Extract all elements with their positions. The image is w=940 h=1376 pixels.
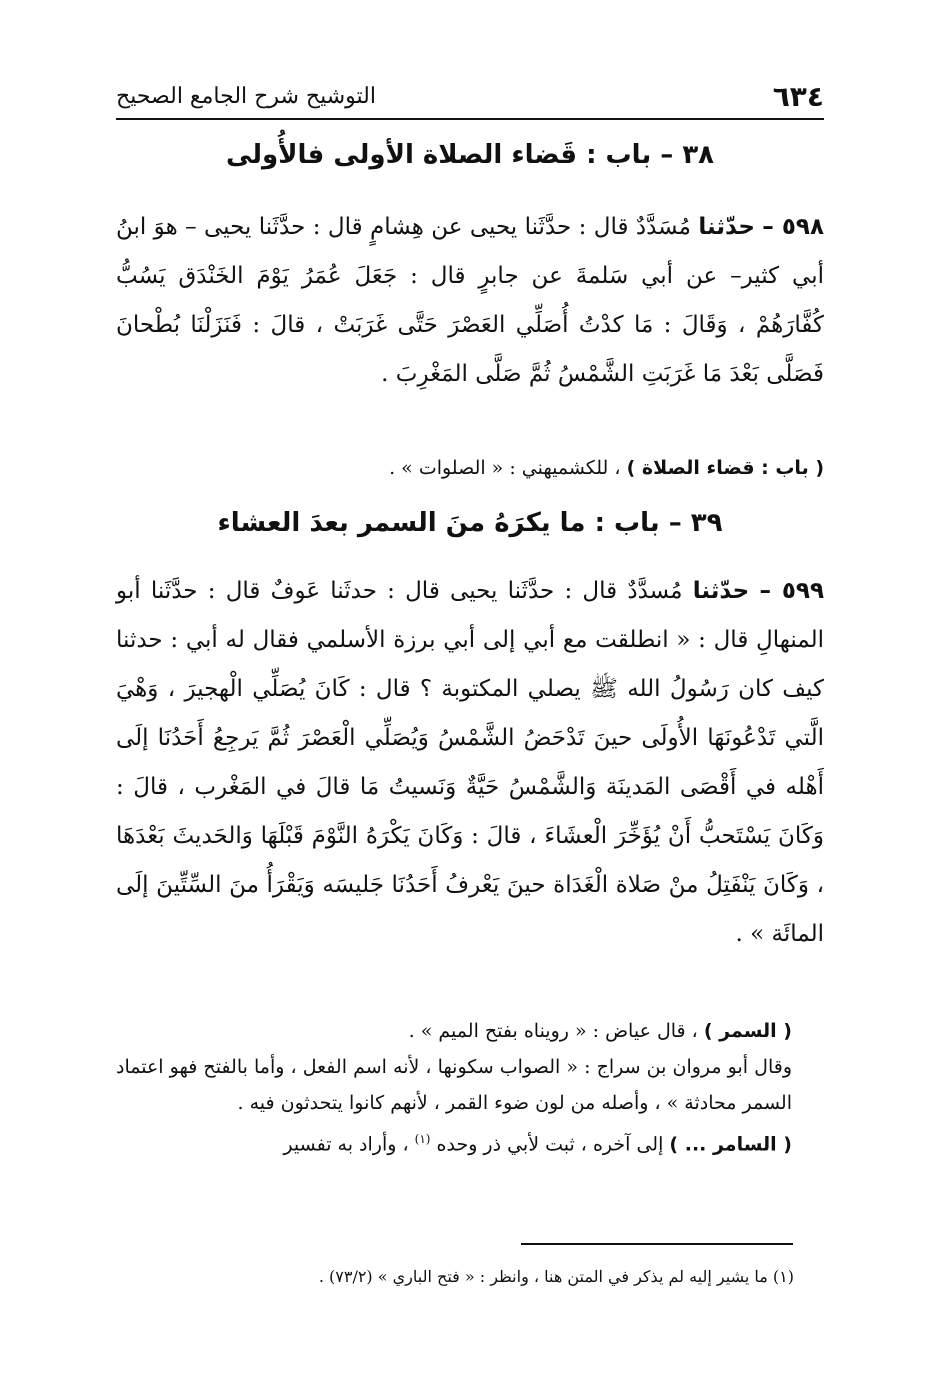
hadith-text: مُسدَّدٌ قال : حدَّثَنا يحيى قال : حدثَنا عَوفٌ قال : حدَّثَنا أبو المنهالِ قال : « انطلقت مع أبي إلى أبي برزة الأسلمي فقال له أبي : حدثنا كيف كان رَسُولُ الله ﷺ يصلي المكتوبة ؟ قال : كَانَ يُصَلِّي الْهجيرَ ، وَهْيَ الَّتي تَدْعُونَهَا الأُولَى حينَ تَدْحَضُ الشَّمْسُ وَيُصَلِّي الْعَصْرَ ثُمَّ يَرجِعُ أَحَدُنَا إلَى أَهْله في أَقْصَى المَدينَة وَالشَّمْسُ حَيَّةٌ وَنَسيتُ مَا قالَ في المَغْرب ، قالَ : وَكَانَ يَسْتَحبُّ أَنْ يُؤَخِّرَ الْعشَاءَ ، قالَ : وَكَانَ يَكْرَهُ النَّوْمَ قَبْلَهَا وَالحَديثَ بَعْدَهَا ، وَكَانَ يَنْفَتِلُ منْ صَلاة الْغَدَاة حينَ يَعْرفُ أَحَدُنَا جَليسَه وَيَقْرَأُ منَ السِّتِّينَ إلَى المائَة » .: [116, 578, 824, 947]
commentary-599: [116, 1013, 824, 1162]
commentary-598: [116, 450, 856, 486]
chapter-heading-39: ٣٩ – باب : ما يكرَهُ منَ السمر بعدَ العشاء: [217, 508, 723, 538]
commentary-text: ، وأراد به تفسير: [283, 1133, 409, 1156]
running-title: التوشيح شرح الجامع الصحيح: [116, 84, 376, 109]
footnote: (١) ما يشير إليه لم يذكر في المتن هنا ، وانظر : « فتح الباري » (٧٣/٢) .: [318, 1267, 794, 1286]
hadith-number: ٥٩٩ –: [759, 578, 825, 604]
page-header: [116, 78, 824, 120]
hadith-599: [116, 567, 824, 959]
commentary-text: ، للكشميهني : « الصلوات » .: [389, 457, 621, 479]
chapter-heading-38: ٣٨ – باب : قَضاء الصلاة الأولى فالأُولى: [225, 140, 715, 170]
commentary-text: ، قال عياض : « رويناه بفتح الميم » .: [408, 1020, 698, 1042]
hadith-lead-word: حدّثنا: [692, 578, 750, 604]
commentary-lemma: ( باب : قضاء الصلاة ): [626, 457, 824, 479]
commentary-lemma: ( السمر ): [703, 1020, 792, 1042]
hadith-598: [116, 203, 824, 399]
hadith-number: ٥٩٨ –: [762, 214, 825, 240]
commentary-paragraph: [116, 1121, 824, 1162]
hadith-lead-word: حدّثنا: [698, 214, 755, 240]
footnote-reference[interactable]: (١): [414, 1132, 431, 1146]
footnote-divider: [521, 1243, 793, 1245]
commentary-text: إلى آخره ، ثبت لأبي ذر وحده: [436, 1133, 664, 1156]
commentary-paragraph: وقال أبو مروان بن سراج : « الصواب سكونها ، لأنه اسم الفعل ، وأما بالفتح فهو اعتماد السمر محادثة » ، وأصله من لون ضوء القمر ، لأنهم كانوا يتحدثون فيه .: [116, 1056, 792, 1114]
hadith-text: مُسَدَّدٌ قال : حدَّثَنا يحيى عن هِشامٍ قال : حدَّثَنا يحيى – هوَ ابنُ أبي كثير– عن أبي سَلمةَ عن جابرٍ قال : جَعَلَ عُمَرُ يَوْمَ الخَنْدَق يَسُبُّ كُفَّارَهُمْ ، وَقَالَ : مَا كدْتُ أُصَلِّي العَصْرَ حَتَّى غَرَبَتْ ، قالَ : فَنَزَلْنَا بُطْحانَ فَصَلَّى بَعْدَ مَا غَرَبَتِ الشَّمْسُ ثُمَّ صَلَّى المَغْرِبَ .: [116, 214, 824, 387]
commentary-lemma: ( السامر ... ): [669, 1133, 792, 1156]
page-number: ٦٣٤: [772, 80, 824, 113]
commentary-paragraph: [116, 1013, 824, 1049]
